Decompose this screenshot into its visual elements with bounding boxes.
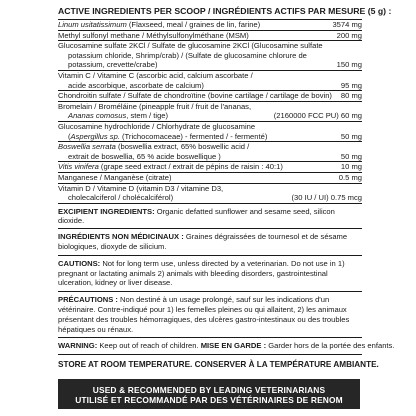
warning-text-fr: Garder hors de la portée des enfants. xyxy=(268,341,395,351)
warning-label: WARNING: xyxy=(58,341,98,351)
supplement-label xyxy=(58,6,395,370)
banner-line-en: USED & RECOMMENDED BY LEADING VETERINARIANS xyxy=(92,385,326,395)
ingredient-name-continued: potassium chloride, Shrimp/crab) / (Sulfate de glucosamine chlorure de xyxy=(68,50,307,60)
cautions-text: Not for long term use, unless directed by a veterinarian. Do not use in 1) pregnant or lactating animals 2) animals with bleeding disorders, gastrointestinal ulceration, kidney or liver disease. xyxy=(58,258,345,288)
ingredient-amount: (2160000 FCC PU) 60 mg xyxy=(273,111,362,121)
ingredient-name: Boswellia serrata (boswellia extract, 65% boswellic acid / xyxy=(58,142,250,152)
ingredient-row xyxy=(58,162,362,173)
ingredient-name: Vitamin C / Vitamine C (ascorbic acid, calcium ascorbate / xyxy=(58,70,253,80)
warning-block xyxy=(58,338,395,355)
ingredient-name-continued: Ananas comosus, stem / tige) xyxy=(68,111,169,121)
ingredient-row xyxy=(58,142,362,162)
precautions-label: PRÉCAUTIONS : xyxy=(58,295,118,305)
ingredients-list xyxy=(58,20,362,204)
ingredient-amount: 95 mg xyxy=(340,80,362,90)
ingredient-amount: 200 mg xyxy=(336,30,362,40)
ingredient-row xyxy=(58,71,362,91)
cautions-label: CAUTIONS: xyxy=(58,258,101,268)
excipient-label: EXCIPIENT INGREDIENTS: xyxy=(58,206,155,216)
ingredient-name: Vitamin D / Vitamine D (vitamin D3 / vitamine D3, xyxy=(58,183,224,193)
excipient-block xyxy=(58,204,362,230)
non-medicinal-text: Graines dégraissées de tournesol et de sésame biologiques, dioxyde de silicium. xyxy=(58,232,348,252)
ingredient-row xyxy=(58,31,362,42)
ingredient-name: Vitis vinifera (grape seed extract / extrait de pépins de raisin : 40:1) xyxy=(58,162,283,172)
storage-instructions: STORE AT ROOM TEMPERATURE. CONSERVER À LA TEMPÉRATURE AMBIANTE. xyxy=(58,360,379,370)
ingredient-name-continued: acide ascorbique, ascorbate de calcium) xyxy=(68,80,204,90)
ingredient-amount: 50 mg xyxy=(340,131,362,141)
excipient-text: Organic defatted sunflower and sesame seed, silicon dioxide. xyxy=(58,206,335,226)
ingredient-name-continued: potassium, crevette/crabe) xyxy=(68,60,158,70)
ingredient-name-continued: extrait de boswellia, 65 % acide boswellique ) xyxy=(68,151,221,161)
ingredient-name: Methyl sulfonyl methane / Méthylsulfonylméthane (MSM) xyxy=(58,30,249,40)
ingredient-name: Glucosamine sulfate 2KCl / Sulfate de glucosamine 2KCl (Glucosamine sulfate xyxy=(58,41,323,51)
recommendation-banner xyxy=(58,379,360,409)
precautions-block xyxy=(58,292,362,338)
ingredient-row xyxy=(58,184,362,204)
ingredient-row xyxy=(58,102,362,122)
ingredient-amount: 50 mg xyxy=(340,151,362,161)
ingredient-row xyxy=(58,41,362,71)
ingredients-header: ACTIVE INGREDIENTS PER SCOOP / INGRÉDIENTS ACTIFS PAR MESURE (5 g) : xyxy=(58,6,392,16)
precautions-text: Non destiné à un usage prolongé, sauf sur les indications d'un vétérinaire. Contre-indiqué pour 1) les femelles pleines ou qui allaitent, 2) les animaux présentant des troubles hémorragiques, des ulcères gastro-intestinaux ou des troubles hépatiques ou rénaux. xyxy=(58,295,350,334)
ingredient-name: Linum usitatissimum (Flaxseed, meal / graines de lin, farine) xyxy=(58,20,261,29)
ingredient-row xyxy=(58,20,362,31)
ingredient-amount: (30 IU / UI) 0.75 mcg xyxy=(291,193,362,203)
non-medicinal-label: INGRÉDIENTS NON MÉDICINAUX : xyxy=(58,232,184,242)
ingredient-row xyxy=(58,91,362,102)
cautions-block xyxy=(58,256,362,292)
ingredient-name-continued: (Aspergillus sp. (Trichocomaceae) - fermented / - fermenté) xyxy=(68,131,268,141)
ingredient-amount: 10 mg xyxy=(340,162,362,172)
ingredient-amount: 150 mg xyxy=(336,60,362,70)
ingredient-name: Bromelain / Broméláine (pineapple fruit / fruit de l'ananas, xyxy=(58,101,252,111)
non-medicinal-block xyxy=(58,229,362,256)
banner-line-fr: UTILISÉ ET RECOMMANDÉ PAR DES VÉTÉRINAIRES DE RENOM xyxy=(75,395,343,405)
warning-text: Keep out of reach of children. xyxy=(99,341,199,351)
ingredient-name: Manganese / Manganèse (citrate) xyxy=(58,172,172,182)
ingredient-amount: 3574 mg xyxy=(332,20,362,29)
ingredient-name: Glucosamine hydrochloride / Chlorhydrate de glucosamine xyxy=(58,121,256,131)
ingredient-name-continued: cholecalciferol / cholécalciférol) xyxy=(68,193,174,203)
ingredient-amount: 0.5 mg xyxy=(338,172,362,182)
warning-label-fr: MISE EN GARDE : xyxy=(200,341,267,351)
ingredient-name: Chondroitin sulfate / Sulfate de chondroïtine (bovine cartilage / cartilage de bovin) xyxy=(58,91,332,101)
ingredient-row xyxy=(58,122,362,142)
ingredient-amount: 80 mg xyxy=(340,91,362,101)
ingredient-row xyxy=(58,173,362,184)
